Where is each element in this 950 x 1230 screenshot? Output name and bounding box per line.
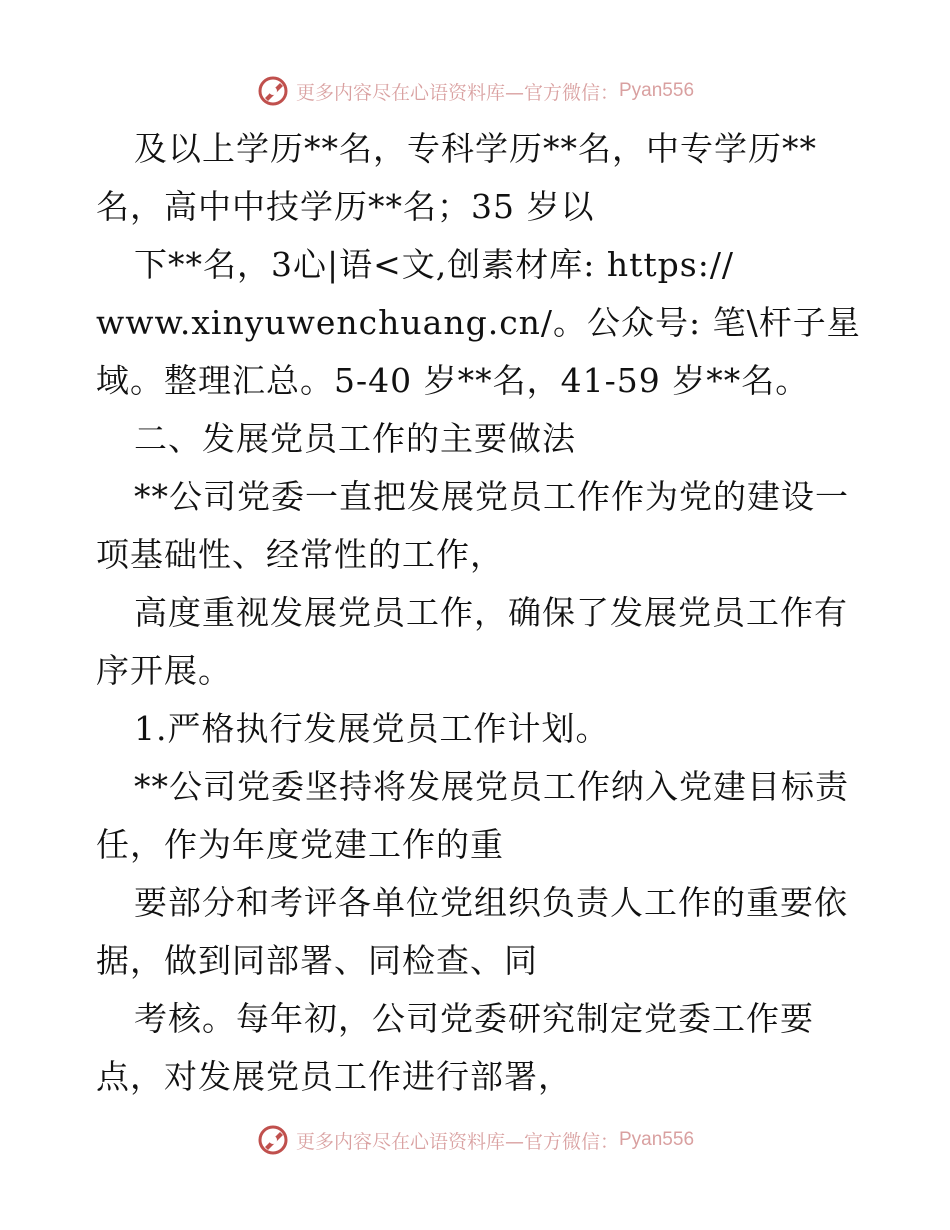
brand-logo-icon xyxy=(256,1123,290,1157)
body-line: 据，做到同部署、同检查、同 xyxy=(96,941,538,980)
body-line: www.xinyuwenchuang.cn/。公众号: 笔\杆子星 xyxy=(96,303,861,342)
document-body xyxy=(96,120,866,1106)
body-line: **公司党委坚持将发展党员工作纳入党建目标责 xyxy=(134,767,849,806)
header-watermark-banner xyxy=(0,71,950,111)
subsection-heading: 1.严格执行发展党员工作计划。 xyxy=(134,709,610,748)
body-line: 下**名，3心|语<文,创素材库: https:// xyxy=(134,245,735,284)
header-banner-text: 更多内容尽在心语资料库—官方微信： xyxy=(295,81,619,104)
body-line: 名，高中中技学历**名；35 岁以 xyxy=(96,187,595,226)
body-line: 高度重视发展党员工作，确保了发展党员工作有 xyxy=(134,593,848,632)
body-line: 考核。每年初，公司党委研究制定党委工作要 xyxy=(134,999,814,1038)
footer-banner-text: 更多内容尽在心语资料库—官方微信： xyxy=(295,1130,619,1153)
footer-watermark-banner xyxy=(0,1120,950,1160)
section-heading: 二、发展党员工作的主要做法 xyxy=(134,419,576,458)
body-line: 任，作为年度党建工作的重 xyxy=(96,825,504,864)
body-line: **公司党委一直把发展党员工作作为党的建设一 xyxy=(134,477,849,516)
body-line: 项基础性、经常性的工作， xyxy=(96,535,504,574)
body-line: 域。整理汇总。5-40 岁**名，41-59 岁**名。 xyxy=(96,361,810,400)
body-line: 序开展。 xyxy=(96,651,232,690)
body-line: 点，对发展党员工作进行部署， xyxy=(96,1057,572,1096)
body-line: 要部分和考评各单位党组织负责人工作的重要依 xyxy=(134,883,848,922)
brand-logo-icon xyxy=(256,74,290,108)
header-banner-account: Pyan556 xyxy=(619,80,695,101)
footer-banner-account: Pyan556 xyxy=(619,1129,695,1150)
body-line: 及以上学历**名，专科学历**名，中专学历** xyxy=(134,129,817,168)
